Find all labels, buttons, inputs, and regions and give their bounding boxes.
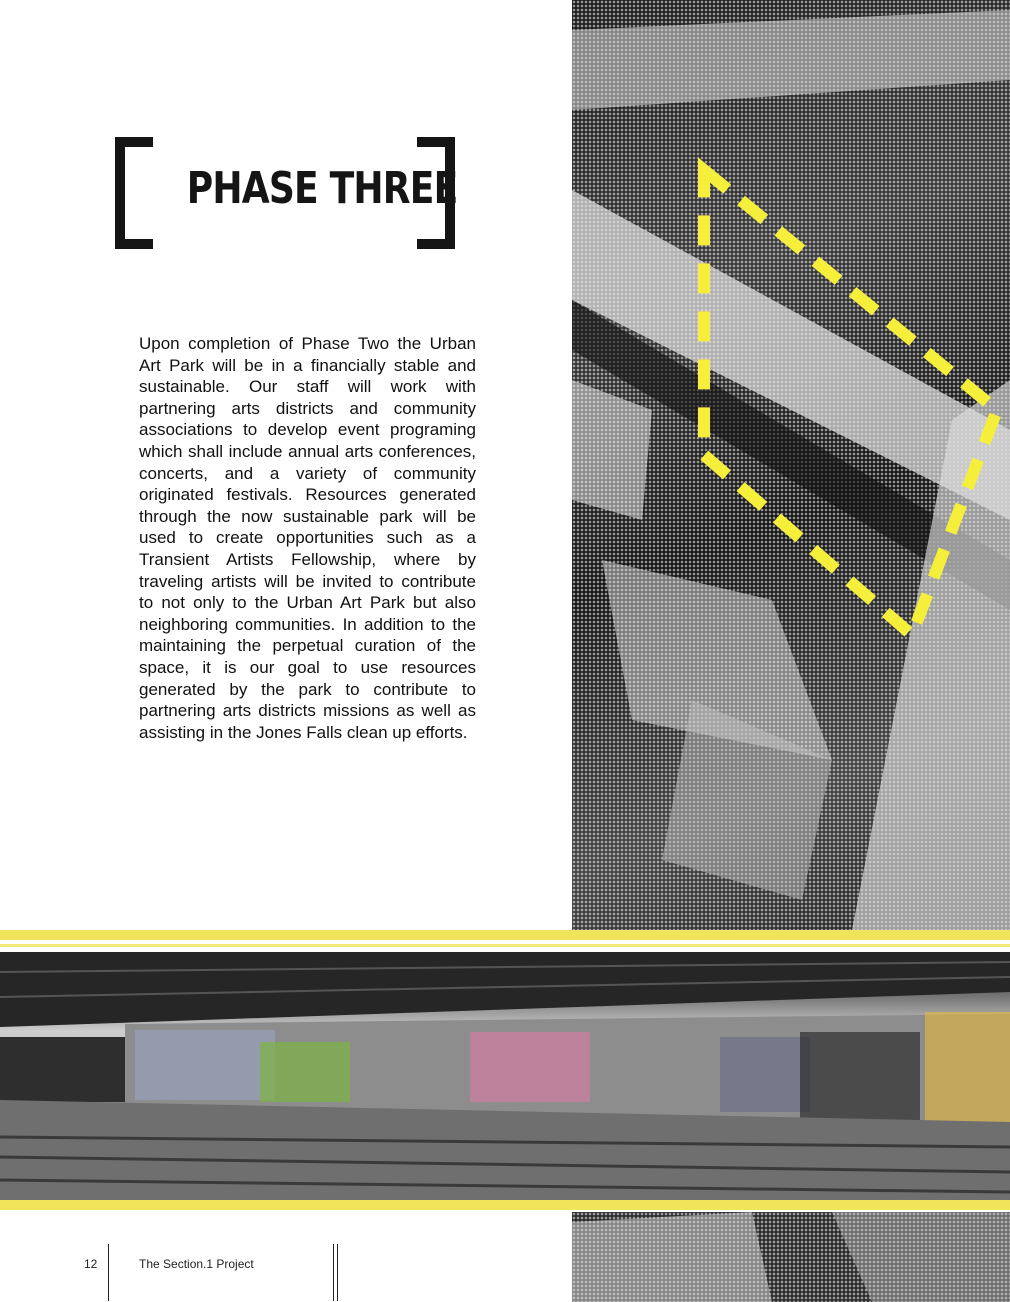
- aerial-photo: [572, 0, 1010, 930]
- graffiti-panorama-photo: [0, 952, 1010, 1200]
- heading-block: [115, 137, 458, 249]
- body-paragraph: Upon completion of Phase Two the Urban Art Park will be in a financially stable and sustainable. Our staff will work with partnering arts districts and community associations to develop event programing which shall include annual arts conferences, concerts, and a variety of community originated festivals. Resources generated through the now sustainable park will be used to create opportunities such as a Transient Artists Fellowship, where by traveling artists will be invited to contribute to not only to the Urban Art Park but also neighboring communities. In addition to the maintaining the perpetual curation of the space, it is our goal to use resources generated by the park to contribute to partnering arts districts missions as well as assisting in the Jones Falls clean up efforts.: [139, 334, 476, 742]
- footer-divider-right-1: [333, 1244, 334, 1301]
- yellow-rule-bottom: [0, 1200, 1010, 1210]
- yellow-rule-top-thin: [0, 944, 1010, 947]
- yellow-rule-top: [0, 930, 1010, 940]
- left-bracket: [115, 137, 153, 249]
- footer-divider-right-2: [337, 1244, 338, 1301]
- aerial-photo-continued: [572, 1212, 1010, 1302]
- page-number: 12: [84, 1257, 98, 1271]
- footer-divider-left: [108, 1244, 109, 1301]
- publication-title: The Section.1 Project: [139, 1257, 254, 1271]
- page-heading: PHASE THREE: [186, 163, 458, 214]
- aerial-photo-continued-graphic: [572, 1212, 1010, 1302]
- graffiti-panorama-graphic: [0, 952, 1010, 1200]
- right-bracket: [417, 137, 455, 249]
- aerial-photo-graphic: [572, 0, 1010, 930]
